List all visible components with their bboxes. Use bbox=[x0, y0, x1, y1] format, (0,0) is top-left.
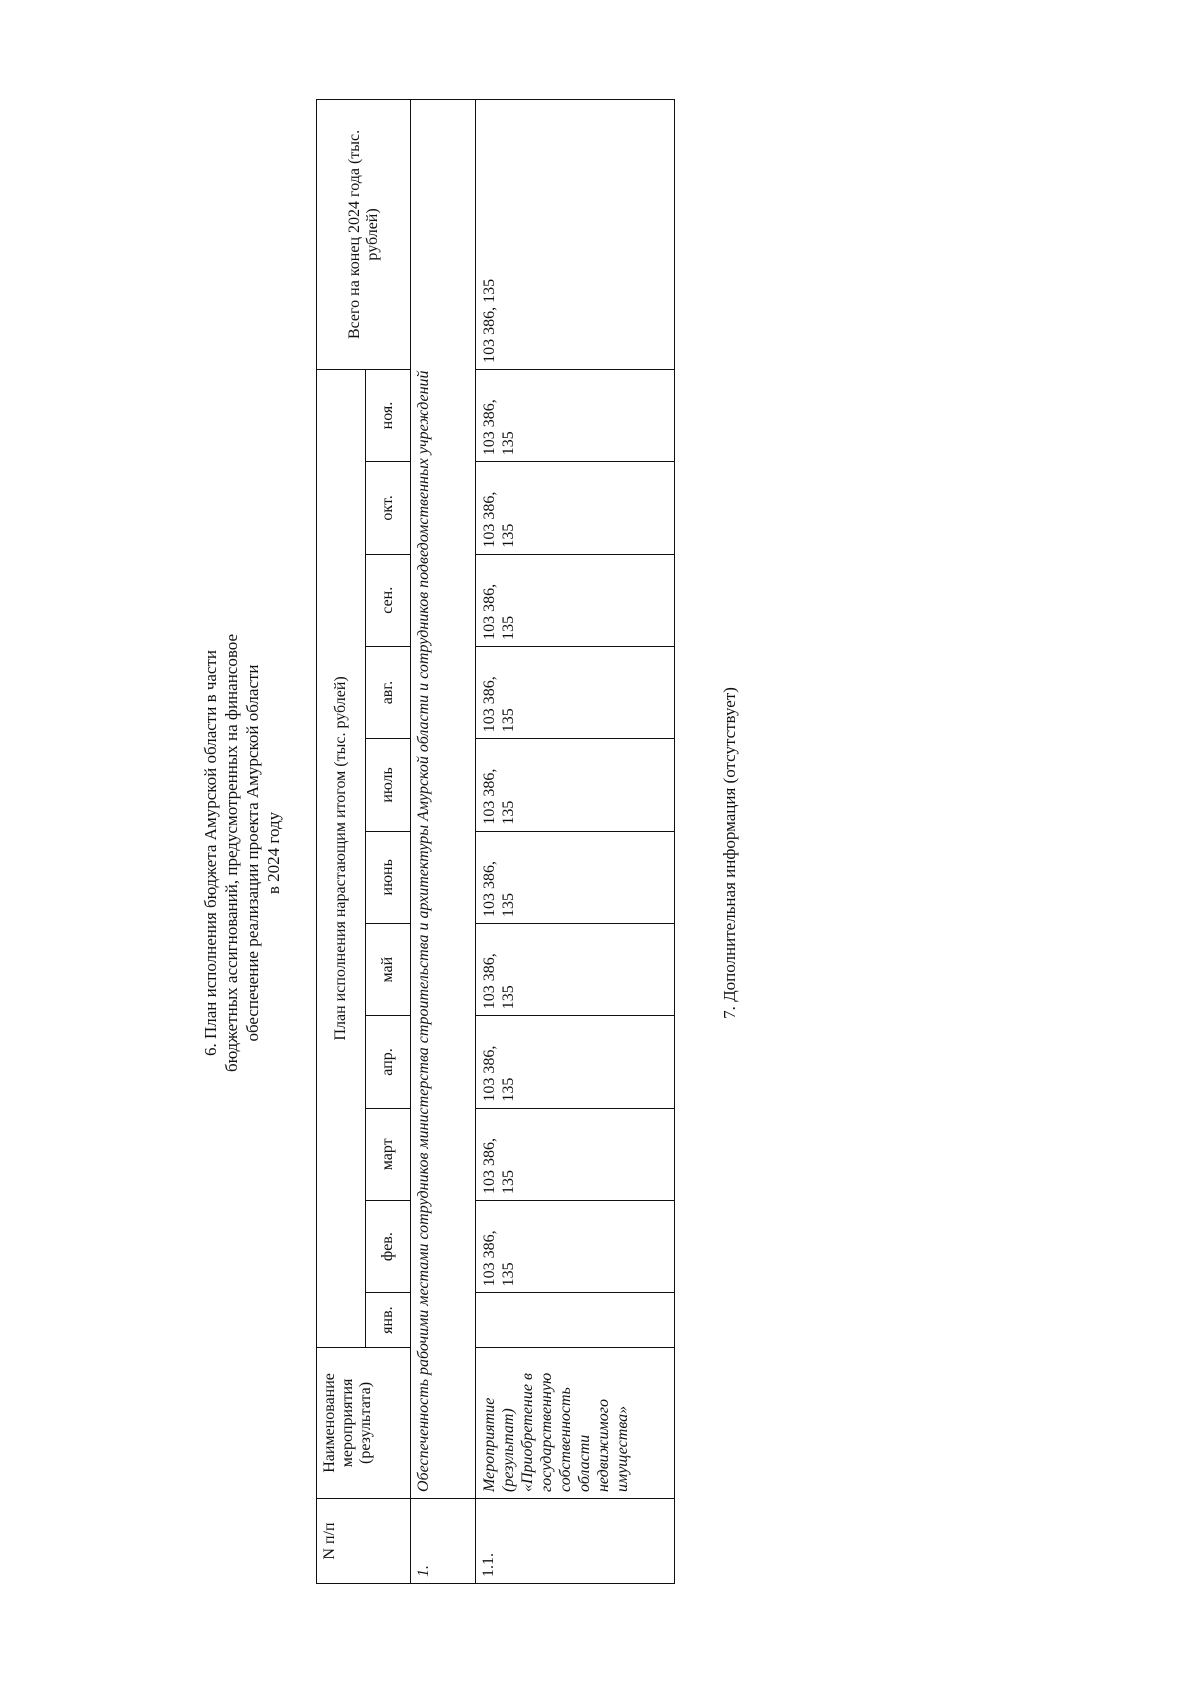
month-header: фев. bbox=[366, 1200, 411, 1292]
month-header: апр. bbox=[366, 1016, 411, 1108]
row-value-mar: 103 386, 135 bbox=[476, 1108, 675, 1200]
month-header: июль bbox=[366, 739, 411, 831]
month-header: окт. bbox=[366, 462, 411, 554]
month-header: март bbox=[366, 1108, 411, 1200]
header-plan: План исполнения нарастающим итогом (тыс. рублей) bbox=[317, 369, 366, 1347]
row-value-jul: 103 386, 135 bbox=[476, 739, 675, 831]
row-num: 1.1. bbox=[476, 1499, 675, 1584]
budget-plan-table bbox=[316, 99, 675, 1584]
month-header: сен. bbox=[366, 554, 411, 646]
row-value-feb: 103 386, 135 bbox=[476, 1200, 675, 1292]
row-total: 103 386, 135 bbox=[476, 100, 675, 370]
row-value-apr: 103 386, 135 bbox=[476, 1016, 675, 1108]
month-header: май bbox=[366, 923, 411, 1015]
section-num: 1. bbox=[411, 1499, 476, 1584]
month-header: янв. bbox=[366, 1293, 411, 1348]
month-header: авг. bbox=[366, 646, 411, 738]
row-name: Мероприятие (результат) «Приобретение в государственную собственность области недвижимого имущества» bbox=[476, 1347, 675, 1498]
row-value-may: 103 386, 135 bbox=[476, 923, 675, 1015]
heading-line-2: бюджетных ассигнований, предусмотренных на финансовое bbox=[222, 634, 241, 1072]
row-value-jun: 103 386, 135 bbox=[476, 831, 675, 923]
row-value-sep: 103 386, 135 bbox=[476, 554, 675, 646]
header-total: Всего на конец 2024 года (тыс. рублей) bbox=[317, 100, 411, 370]
row-value-jan bbox=[476, 1293, 675, 1348]
section-6-heading bbox=[200, 0, 284, 1706]
section-title: Обеспеченность рабочими местами сотрудников министерства строительства и архитектуры Амурской области и сотрудников подведомственных учреждений bbox=[411, 100, 476, 1499]
row-value-aug: 103 386, 135 bbox=[476, 646, 675, 738]
row-value-nov: 103 386, 135 bbox=[476, 369, 675, 461]
month-header: июнь bbox=[366, 831, 411, 923]
section-row bbox=[411, 100, 476, 1584]
heading-line-1: 6. План исполнения бюджета Амурской области в части bbox=[201, 649, 220, 1057]
section-7-heading: 7. Дополнительная информация (отсутствует) bbox=[720, 687, 739, 1019]
table-row bbox=[476, 100, 675, 1584]
heading-line-4: в 2024 году bbox=[264, 811, 283, 895]
header-num: N п/п bbox=[317, 1499, 411, 1584]
row-value-oct: 103 386, 135 bbox=[476, 462, 675, 554]
month-header: ноя. bbox=[366, 369, 411, 461]
header-name: Наименование мероприятия (результата) bbox=[317, 1347, 411, 1498]
heading-line-3: обеспечение реализации проекта Амурской области bbox=[243, 664, 262, 1042]
